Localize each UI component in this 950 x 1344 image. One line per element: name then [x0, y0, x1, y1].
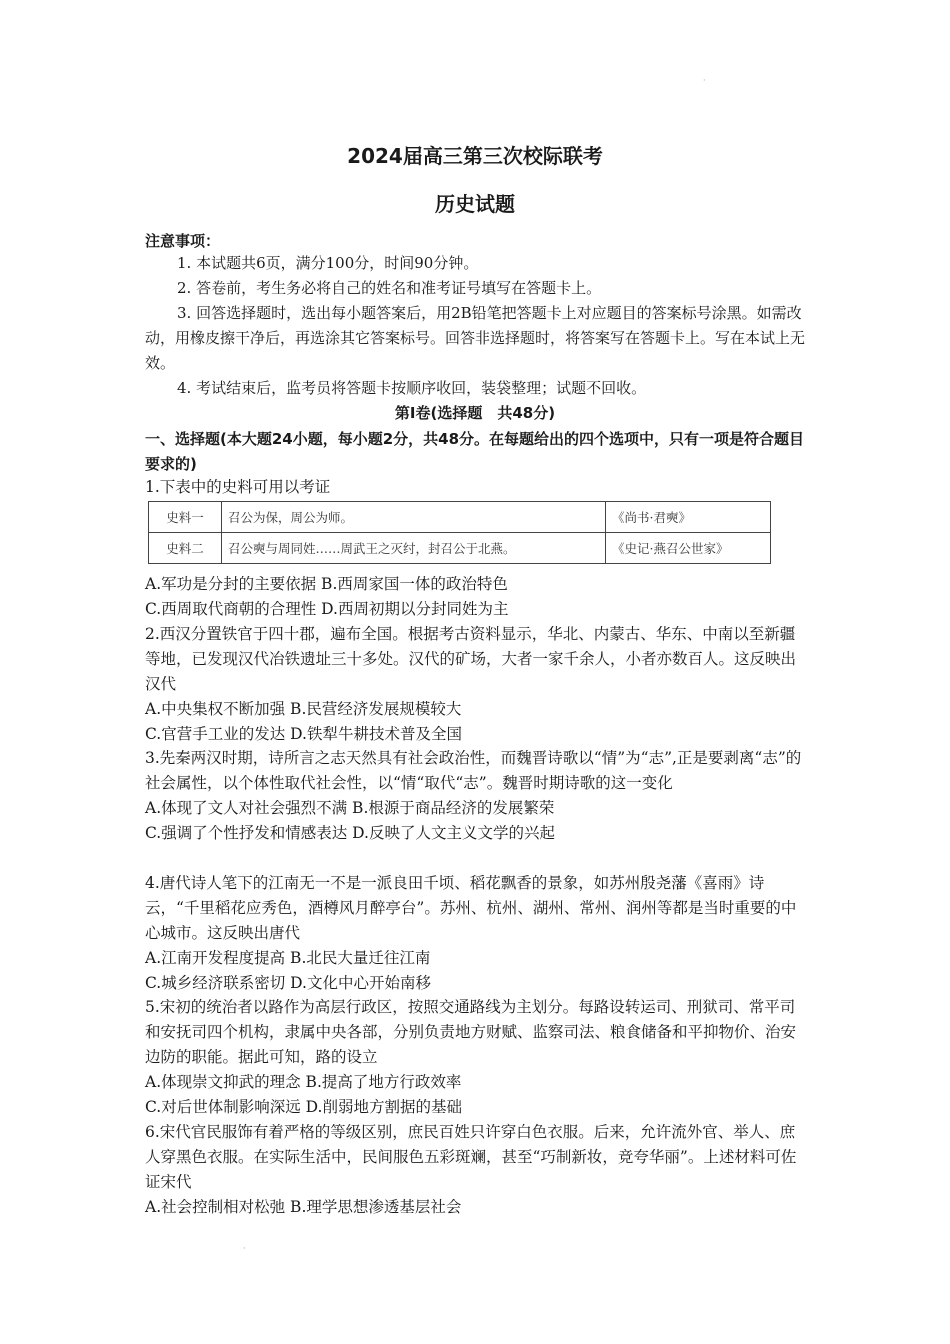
- question-4: [145, 871, 807, 996]
- scan-speck: ·: [703, 76, 706, 85]
- question-stem: 6.宋代官民服饰有着严格的等级区别，庶民百姓只许穿白色衣服。后来，允许流外官、举人、庶人穿黑色衣服。在实际生活中，民间服色五彩斑斓，甚至“巧制新妆，竞夸华丽”。上述材料可佐证宋代: [145, 1123, 797, 1191]
- exam-subtitle: 历史试题: [435, 192, 515, 216]
- option-line: C.对后世体制影响深远 D.削弱地方割据的基础: [145, 1098, 462, 1116]
- notice-item-4: 4. 考试结束后，监考员将答题卡按顺序收回，装袋整理；试题不回收。: [177, 379, 647, 397]
- section-heading: 一、选择题(本大题24小题，每小题2分，共48分。在每题给出的四个选项中，只有一项是符合题目要求的): [145, 430, 805, 473]
- question-stem: 4.唐代诗人笔下的江南无一不是一派良田千顷、稻花飘香的景象，如苏州殷尧藩《喜雨》诗云，“千里稻花应秀色，酒樽风月醉亭台”。苏州、杭州、湖州、常州、润州等都是当时重要的中心城市。这反映出唐代: [145, 874, 797, 942]
- table-row: [149, 502, 771, 533]
- table-cell: 召公为保，周公为师。: [222, 502, 606, 533]
- option-line: C.官营手工业的发达 D.铁犁牛耕技术普及全国: [145, 725, 462, 743]
- table-cell: 史料二: [149, 533, 222, 564]
- question-2: [145, 622, 807, 747]
- notice-item-3: 3. 回答选择题时，选出每小题答案后，用2B铅笔把答题卡上对应题目的答案标号涂黑。如需改动，用橡皮擦干净后，再选涂其它答案标号。回答非选择题时，将答案写在答题卡上。写在本试上无效。: [145, 304, 806, 372]
- table-cell: 史料一: [149, 502, 222, 533]
- question-1-options: [145, 572, 807, 622]
- option-line: A.军功是分封的主要依据 B.西周家国一体的政治特色: [145, 575, 508, 593]
- notice-item-2: 2. 答卷前，考生务必将自己的姓名和准考证号填写在答题卡上。: [177, 279, 602, 297]
- option-line: A.中央集权不断加强 B.民营经济发展规模较大: [145, 700, 462, 718]
- option-line: A.江南开发程度提高 B.北民大量迁往江南: [145, 949, 431, 967]
- question-3: [145, 746, 807, 846]
- table-cell: 召公奭与周同姓……周武王之灭纣，封召公于北燕。: [222, 533, 606, 564]
- question-5: [145, 995, 807, 1120]
- option-line: C.强调了个性抒发和情感表达 D.反映了人文主义文学的兴起: [145, 824, 555, 842]
- exam-title: 2024届高三第三次校际联考: [347, 144, 603, 168]
- scan-speck: ·: [243, 1244, 246, 1253]
- question-6: [145, 1120, 807, 1220]
- table-cell: 《史记·燕召公世家》: [606, 533, 771, 564]
- table-row: [149, 533, 771, 564]
- notice-item-1: 1. 本试题共6页，满分100分，时间90分钟。: [177, 254, 479, 272]
- notice-heading: 注意事项：: [145, 232, 221, 250]
- option-line: A.体现了文人对社会强烈不满 B.根源于商品经济的发展繁荣: [145, 799, 555, 817]
- option-line: A.社会控制相对松弛 B.理学思想渗透基层社会: [145, 1198, 462, 1216]
- option-line: C.西周取代商朝的合理性 D.西周初期以分封同姓为主: [145, 600, 509, 618]
- source-table: [148, 501, 771, 564]
- question-stem: 2.西汉分置铁官于四十郡，遍布全国。根据考古资料显示，华北、内蒙古、华东、中南以至新疆等地，已发现汉代冶铁遗址三十多处。汉代的矿场，大者一家千余人，小者亦数百人。这反映出汉代: [145, 625, 797, 693]
- table-cell: 《尚书·君奭》: [606, 502, 771, 533]
- question-stem: 3.先秦两汉时期，诗所言之志天然具有社会政治性，而魏晋诗歌以“情”为“志”,正是要剥离“志”的社会属性，以个体性取代社会性，以“情“取代“志”。魏晋时期诗歌的这一变化: [145, 749, 802, 792]
- question-1-stem: 1.下表中的史料可用以考证: [145, 478, 331, 496]
- volume-heading: 第Ⅰ卷(选择题 共48分): [394, 404, 556, 422]
- option-line: A.体现崇文抑武的理念 B.提高了地方行政效率: [145, 1073, 462, 1091]
- question-stem: 5.宋初的统治者以路作为高层行政区，按照交通路线为主划分。每路设转运司、刑狱司、常平司和安抚司四个机构，隶属中央各部，分别负责地方财赋、监察司法、粮食储备和平抑物价、治安边防的职能。据此可知，路的设立: [145, 998, 797, 1066]
- option-line: C.城乡经济联系密切 D.文化中心开始南移: [145, 974, 431, 992]
